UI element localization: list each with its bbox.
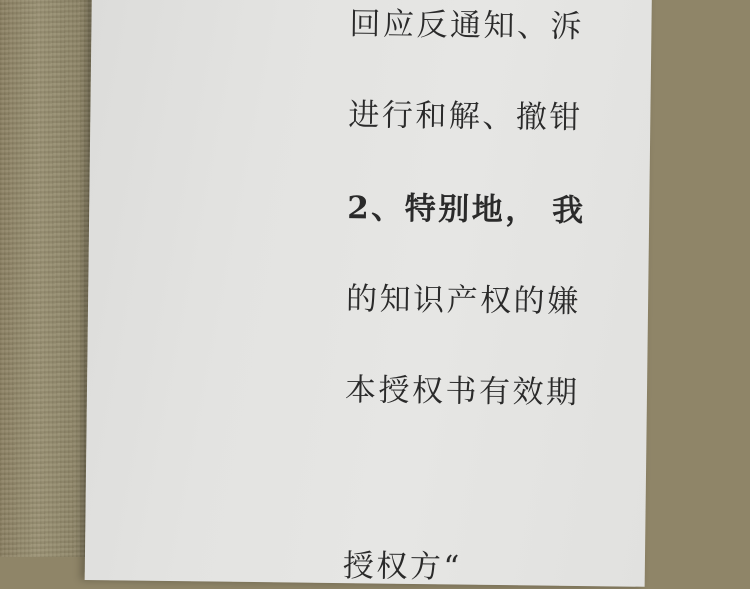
document-line-6: 授权方“ [342,548,462,586]
document-line-5: 本授权书有效期 [344,372,580,411]
document-line-1: 回应反通知、泝 [349,6,585,46]
paper-sheet [85,0,652,587]
document-line-3: 2、特别地， 我 [347,190,586,230]
document-line-2: 进行和解、撤钳 [348,97,584,137]
document-line-4: 的知识产权的嫌 [345,281,581,320]
